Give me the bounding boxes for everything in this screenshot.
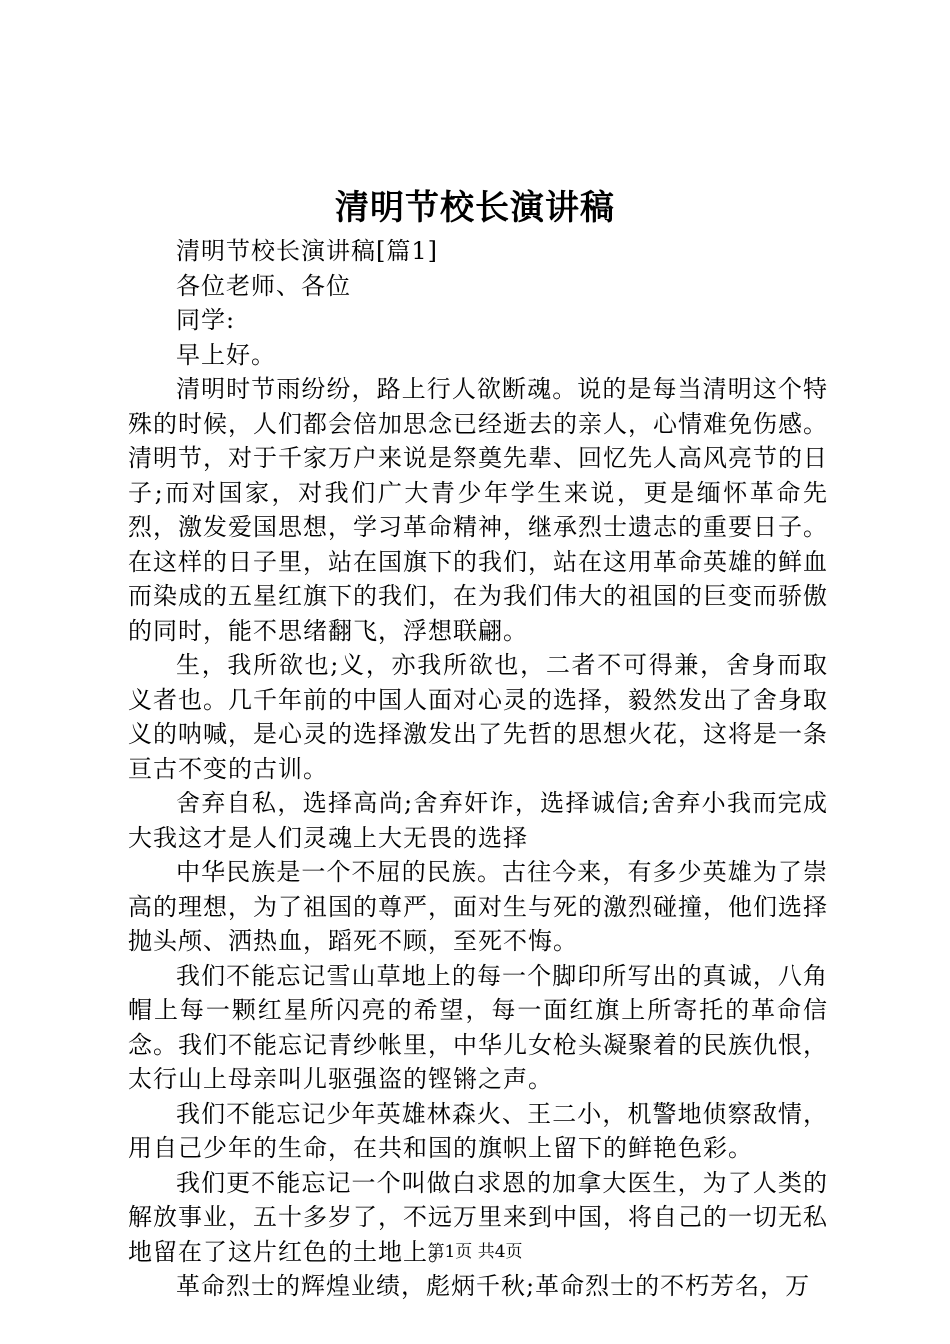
paragraph: 清明节校长演讲稿[篇1]: [176, 237, 438, 265]
paragraph: 清明时节雨纷纷，路上行人欲断魂。说的是每当清明这个特殊的时候，人们都会倍加思念已经逝去的亲人，心情难免伤感。清明节，对于千家万户来说是祭奠先辈、回忆先人高风亮节的日子;而对国家，对我们广大青少年学生来说，更是缅怀革命先烈，激发爱国思想，学习革命精神，继承烈士遗志的重要日子。在这样的日子里，站在国旗下的我们，站在这用革命英雄的鲜血而染成的五星红旗下的我们，在为我们伟大的祖国的巨变而骄傲的同时，能不思绪翻飞，浮想联翩。: [128, 375, 828, 645]
paragraph: 中华民族是一个不屈的民族。古往今来，有多少英雄为了崇高的理想，为了祖国的尊严，面对生与死的激烈碰撞，他们选择抛头颅、洒热血，蹈死不顾，至死不悔。: [128, 858, 828, 955]
page-footer: 第1页 共4页: [427, 1242, 523, 1262]
document-body: [128, 234, 828, 1304]
paragraph: 革命烈士的辉煌业绩，彪炳千秋;革命烈士的不朽芳名，万: [176, 1272, 811, 1300]
paragraph: 我们更不能忘记一个叫做白求恩的加拿大医生，为了人类的解放事业，五十多岁了，不远万里来到中国，将自己的一切无私地留在了这片红色的土地上。: [128, 1168, 828, 1266]
paragraph: 同学:: [176, 306, 236, 334]
page-title: 清明节校长演讲稿: [335, 188, 615, 228]
paragraph: 我们不能忘记少年英雄林森火、王二小，机警地侦察敌情，用自己少年的生命，在共和国的旗帜上留下的鲜艳色彩。: [128, 1099, 828, 1162]
paragraph: 生，我所欲也;义，亦我所欲也，二者不可得兼，舍身而取义者也。几千年前的中国人面对心灵的选择，毅然发出了舍身取义的呐喊，是心灵的选择激发出了先哲的思想火花，这将是一条亘古不变的古训。: [128, 651, 828, 783]
paragraph: 各位老师、各位: [176, 271, 351, 300]
paragraph: 我们不能忘记雪山草地上的每一个脚印所写出的真诚，八角帽上每一颗红星所闪亮的希望，每一面红旗上所寄托的革命信念。我们不能忘记青纱帐里，中华儿女枪头凝聚着的民族仇恨，太行山上母亲叫儿驱强盗的铿锵之声。: [128, 961, 828, 1093]
paragraph: 早上好。: [176, 340, 276, 369]
paragraph: 舍弃自私，选择高尚;舍弃奸诈，选择诚信;舍弃小我而完成大我这才是人们灵魂上大无畏的选择: [128, 789, 828, 852]
